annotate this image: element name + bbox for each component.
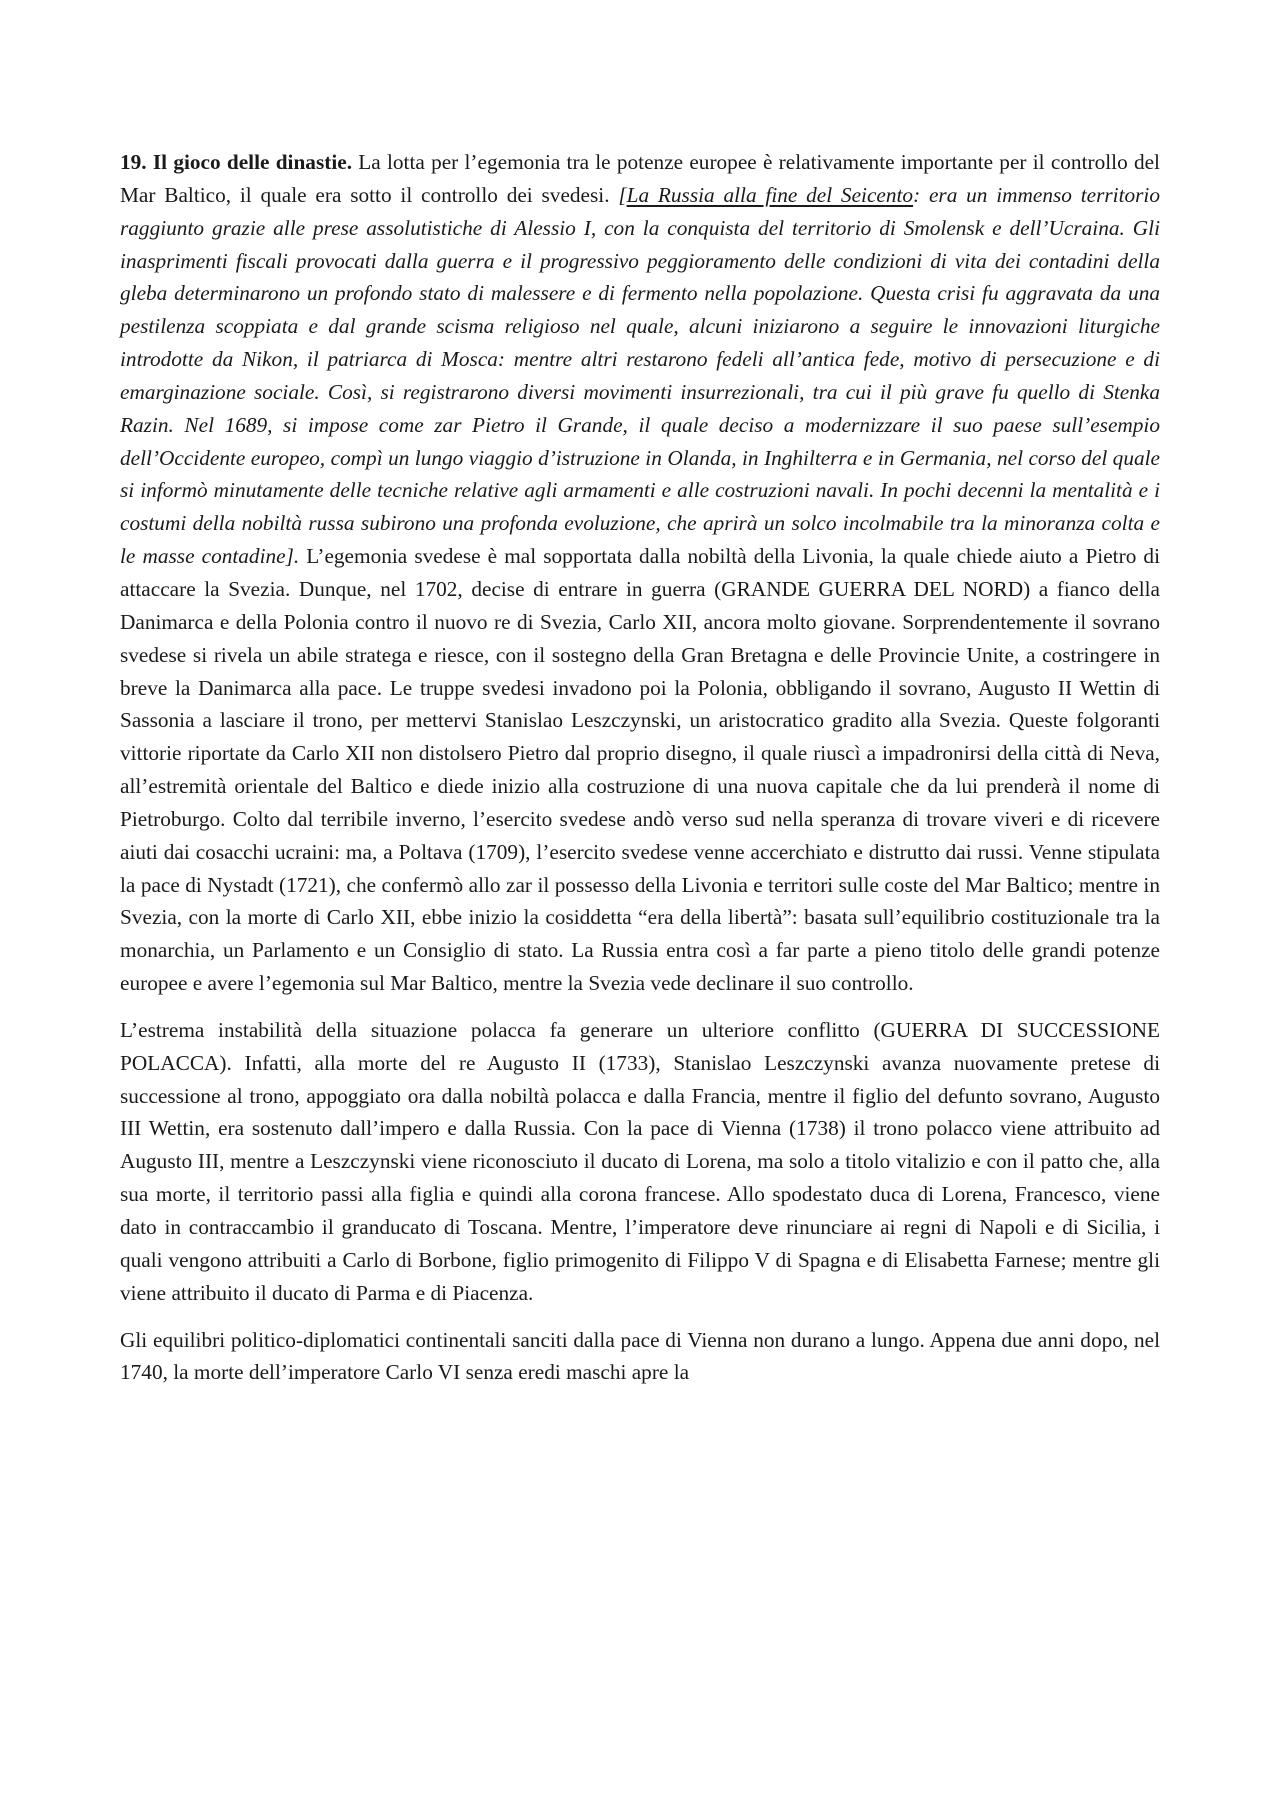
document-page [120,146,1160,1403]
paragraph-vienna-peace: Gli equilibri politico-diplomatici continentali sanciti dalla pace di Vienna non durano a lungo. Appena due anni dopo, nel 1740, la morte dell’imperatore Carlo VI senza eredi maschi apre la [120,1327,1160,1385]
paragraph-polish-succession: L’estrema instabilità della situazione polacca fa generare un ulteriore conflitto (GUERRA DI SUCCESSIONE POLACCA). Infatti, alla morte del re Augusto II (1733), Stanislao Leszczynski avanza nuovamente pretese di successione al trono, appoggiato ora dalla nobiltà polacca e dalla Francia, mentre il figlio del defunto sovrano, Augusto III Wettin, era sostenuto dall’impero e dalla Russia. Con la pace di Vienna (1738) il trono polacco viene attribuito ad Augusto III, mentre a Leszczynski viene riconosciuto il ducato di Lorena, ma solo a titolo vitalizio e con il patto che, alla sua morte, il territorio passi alla figlia e quindi alla corona francese. Allo spodestato duca di Lorena, Francesco, viene dato in contraccambio il granducato di Toscana. Mentre, l’imperatore deve rinunciare ai regni di Napoli e di Sicilia, i quali vengono attribuiti a Carlo di Borbone, figlio primogenito di Filippo V di Spagna e di Elisabetta Farnese; mentre gli viene attribuito il ducato di Parma e di Piacenza. [120,1017,1160,1305]
aside-subtitle: La Russia alla fine del Seicento [626,182,914,207]
paragraph-intro-text: La lotta per l’egemonia tra le potenze europee è relativamente importante per il controllo del Mar Baltico, il quale era sotto il controllo dei svedesi. [120,150,1160,207]
paragraph-dynasties [120,146,1160,1000]
section-heading: 19. Il gioco delle dinastie. [120,150,353,174]
paragraph-body-text: L’egemonia svedese è mal sopportata dalla nobiltà della Livonia, la quale chiede aiuto a Pietro di attaccare la Svezia. Dunque, nel 1702, decise di entrare in guerra (GRANDE GUERRA DEL NORD) a fianco della Danimarca e della Polonia contro il nuovo re di Svezia, Carlo XII, ancora molto giovane. Sorprendentemente il sovrano svedese si rivela un abile stratega e riesce, con il sostegno della Gran Bretagna e delle Provincie Unite, a costringere in breve la Danimarca alla pace. Le truppe svedesi invadono poi la Polonia, obbligando il sovrano, Augusto II Wettin di Sassonia a lasciare il trono, per mettervi Stanislao Leszczynski, un aristocratico gradito alla Svezia. Queste folgoranti vittorie riportate da Carlo XII non distolsero Pietro dal proprio disegno, il quale riuscì a impadronirsi della città di Neva, all’estremità orientale del Baltico e diede inizio alla costruzione di una nuova capitale che da lui prenderà il nome di Pietroburgo. Colto dal terribile inverno, l’esercito svedese andò verso sud nella speranza di trovare viveri e di ricevere aiuti dai cosacchi ucraini: ma, a Poltava (1709), l’esercito svedese venne accerchiato e distrutto dai russi. Venne stipulata la pace di Nystadt (1721), che confermò allo zar il possesso della Livonia e territori sulle coste del Mar Baltico; mentre in Svezia, con la morte di Carlo XII, ebbe inizio la cosiddetta “era della libertà”: basata sull’equilibrio costituzionale tra la monarchia, un Parlamento e un Consiglio di stato. La Russia entra così a far parte a pieno titolo delle grandi potenze europee e avere l’egemonia sul Mar Baltico, mentre la Svezia vede declinare il suo controllo. [120,544,1160,996]
aside-open-bracket: [ [618,182,627,207]
aside-text: : era un immenso territorio raggiunto grazie alle prese assolutistiche di Alessio I, con la conquista del territorio di Smolensk e dell’Ucraina. Gli inasprimenti fiscali provocati dalla guerra e il progressivo peggioramento delle condizioni di vita dei contadini della gleba determinarono un profondo stato di malessere e di fermento nella popolazione. Questa crisi fu aggravata da una pestilenza scoppiata e dal grande scisma religioso nel quale, alcuni iniziarono a seguire le innovazioni liturgiche introdotte da Nikon, il patriarca di Mosca: mentre altri restarono fedeli all’antica fede, motivo di persecuzione e di emarginazione sociale. Così, si registrarono diversi movimenti insurrezionali, tra cui il più grave fu quello di Stenka Razin. Nel 1689, si impose come zar Pietro il Grande, il quale deciso a modernizzare il suo paese sull’esempio dell’Occidente europeo, compì un lungo viaggio d’istruzione in Olanda, in Inghilterra e in Germania, nel corso del quale si informò minutamente delle tecniche relative agli armamenti e alle costruzioni navali. In pochi decenni la mentalità e i costumi della nobiltà russa subirono una profonda evoluzione, che aprirà un solco incolmabile tra la minoranza colta e le masse contadine]. [120,182,1161,569]
russia-aside [120,183,1160,568]
